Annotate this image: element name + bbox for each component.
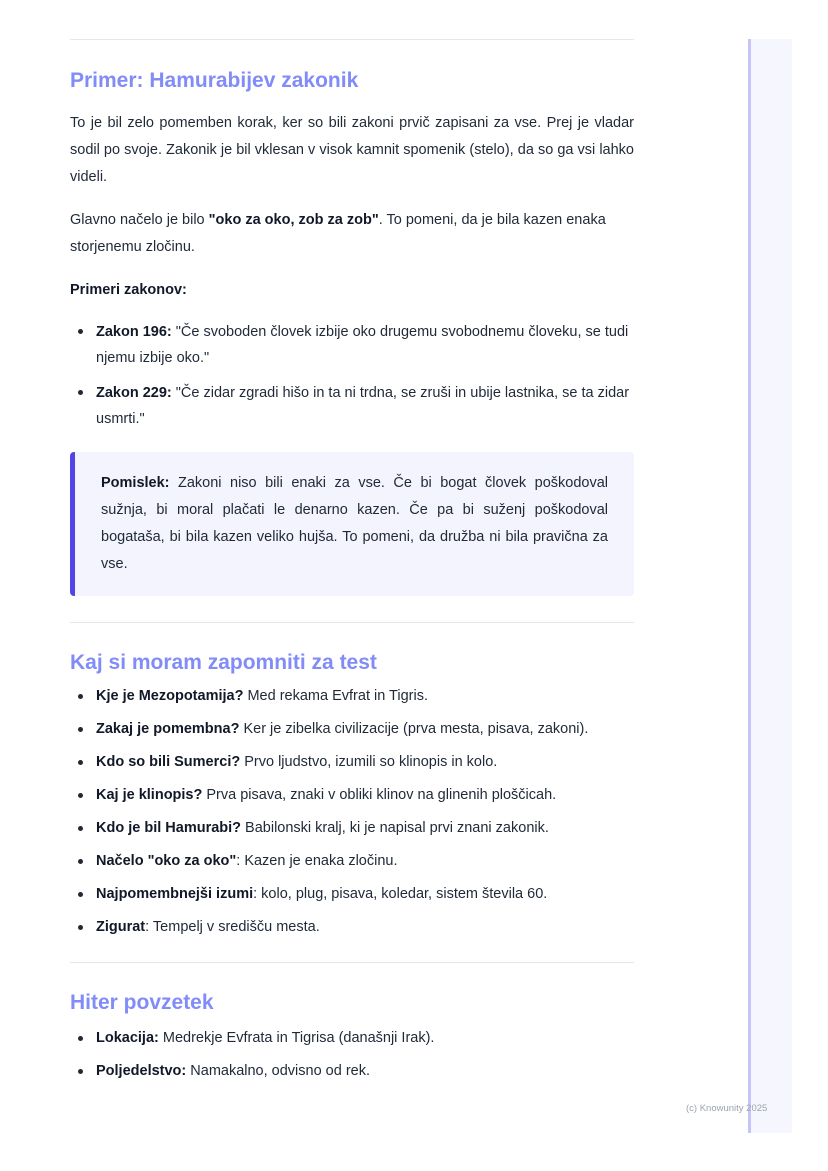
list-item: [70, 915, 594, 940]
callout-paragraph: [101, 470, 608, 578]
item-label: Zigurat: [96, 919, 146, 935]
section-title-summary: Hiter povzetek: [70, 991, 214, 1014]
item-text: Medrekje Evfrata in Tigrisa (današnji Irak).: [158, 1030, 435, 1046]
item-text: Prvo ljudstvo, izumili so klinopis in kolo.: [240, 754, 498, 770]
divider-3: [70, 962, 634, 963]
section-title-hamurabi: Primer: Hamurabijev zakonik: [70, 69, 359, 92]
item-label: Kdo je bil Hamurabi?: [96, 820, 242, 836]
item-text: : kolo, plug, pisava, koledar, sistem števila 60.: [253, 886, 548, 902]
callout-box: [70, 452, 634, 596]
summary-list: [70, 1026, 634, 1084]
item-label: Lokacija:: [96, 1030, 159, 1046]
item-label: Kje je Mezopotamija?: [96, 688, 244, 704]
principle-suffix: . To pomeni, da je bila kazen enaka storjenemu zločinu.: [70, 212, 606, 255]
law-list: [70, 319, 634, 432]
list-item: [70, 750, 594, 775]
divider-2: [70, 622, 634, 623]
copyright-footer: (c) Knowunity 2025: [686, 1103, 768, 1114]
law-229-label: Zakon 229:: [96, 385, 172, 401]
item-text: : Tempelj v središču mesta.: [145, 919, 320, 935]
intro-paragraph: To je bil zelo pomemben korak, ker so bili zakoni prvič zapisani za vse. Prej je vladar sodil po svoje. Zakonik je bil vklesan v visok kamnit spomenik (stelo), da so ga vsi lahko videli.: [70, 115, 634, 185]
item-label: Poljedelstvo:: [96, 1063, 187, 1079]
principle-bold: "oko za oko, zob za zob": [208, 212, 379, 228]
callout-text: Zakoni niso bili enaki za vse. Če bi bogat človek poškodoval sužnja, bi moral plačati le denarno kazen. Če pa bi suženj poškodoval bogataša, bi bila kazen veliko hujša. To pomeni, da družba ni bila pravična za vse.: [101, 475, 608, 572]
side-rail-line: [748, 39, 751, 1133]
document-content: [70, 39, 634, 1084]
item-label: Kdo so bili Sumerci?: [96, 754, 241, 770]
principle-paragraph: [70, 207, 634, 261]
list-item: [70, 783, 594, 808]
side-rail: [748, 39, 792, 1133]
list-item: [70, 1059, 634, 1084]
list-item-law-196: [70, 319, 630, 371]
item-text: Namakalno, odvisno od rek.: [186, 1063, 371, 1079]
item-text: Ker je zibelka civilizacije (prva mesta, pisava, zakoni).: [239, 721, 589, 737]
item-text: Med rekama Evfrat in Tigris.: [243, 688, 428, 704]
law-196-label: Zakon 196:: [96, 324, 172, 340]
item-label: Zakaj je pomembna?: [96, 721, 240, 737]
list-item: [70, 684, 594, 709]
section-title-test: Kaj si moram zapomniti za test: [70, 651, 377, 674]
item-text: : Kazen je enaka zločinu.: [236, 853, 398, 869]
item-text: Prva pisava, znaki v obliki klinov na glinenih ploščicah.: [202, 787, 557, 803]
list-item: [70, 849, 594, 874]
test-list: [70, 684, 634, 940]
item-label: Najpomembnejši izumi: [96, 886, 254, 902]
item-text: Babilonski kralj, ki je napisal prvi znani zakonik.: [241, 820, 549, 836]
examples-heading: [70, 277, 634, 304]
list-item: [70, 1026, 634, 1051]
callout-label: Pomislek:: [101, 475, 170, 491]
item-label: Načelo "oko za oko": [96, 853, 237, 869]
law-229-text: "Če zidar zgradi hišo in ta ni trdna, se zruši in ubije lastnika, se ta zidar usmrti.": [96, 385, 630, 427]
law-196-text: "Če svoboden človek izbije oko drugemu svobodnemu človeku, se tudi njemu izbije oko.": [96, 324, 629, 366]
list-item: [70, 717, 594, 742]
principle-prefix: Glavno načelo je bilo: [70, 212, 209, 228]
examples-heading-text: Primeri zakonov:: [70, 282, 187, 298]
list-item-law-229: [70, 380, 630, 432]
list-item: [70, 816, 594, 841]
item-label: Kaj je klinopis?: [96, 787, 203, 803]
list-item: [70, 882, 594, 907]
top-divider: [70, 39, 634, 40]
